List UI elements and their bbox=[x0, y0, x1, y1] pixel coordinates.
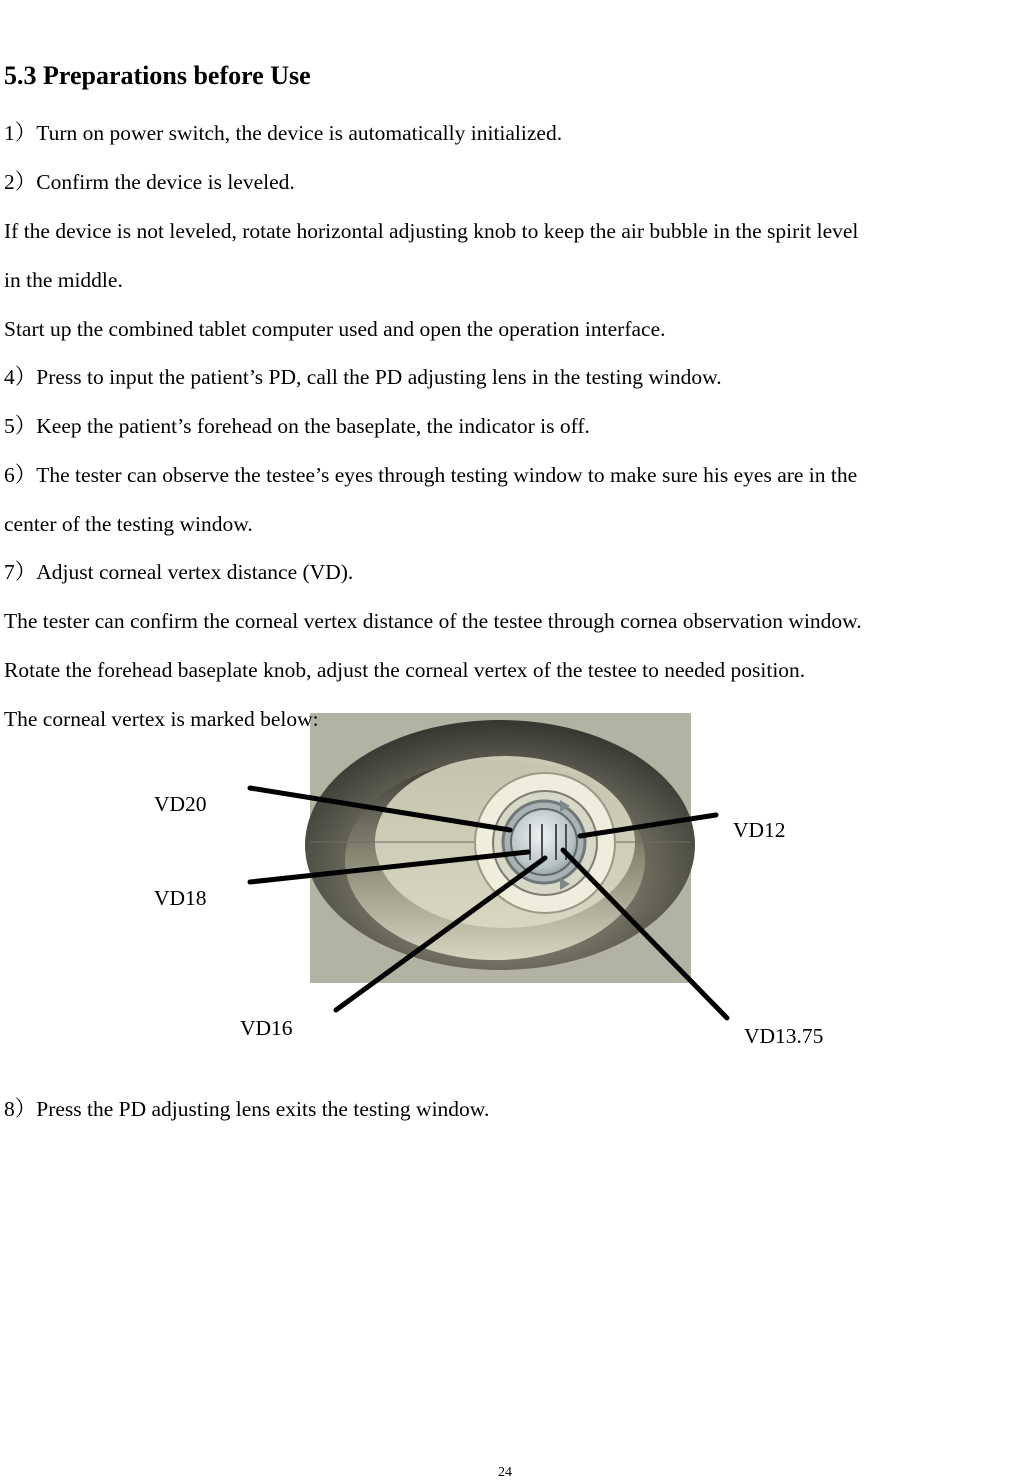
step-4-text: 4）Press to input the patient’s PD, call the PD adjusting lens in the testing window. bbox=[4, 365, 722, 389]
baseplate-knob-text: Rotate the forehead baseplate knob, adjust the corneal vertex of the testee to needed position. bbox=[4, 658, 806, 682]
vd20-label: VD20 bbox=[154, 792, 207, 816]
section-title: 5.3 Preparations before Use bbox=[4, 61, 311, 90]
device-photo bbox=[305, 713, 695, 983]
leveling-instruction-line-2: in the middle. bbox=[4, 268, 123, 292]
step-2-text: 2）Confirm the device is leveled. bbox=[4, 170, 295, 194]
startup-text: Start up the combined tablet computer used and open the operation interface. bbox=[4, 317, 666, 341]
leveling-instruction-line-1: If the device is not leveled, rotate horizontal adjusting knob to keep the air bubble in the spirit level bbox=[4, 219, 859, 243]
cornea-observation-text: The tester can confirm the corneal vertex distance of the testee through cornea observation window. bbox=[4, 609, 862, 633]
vd1375-label: VD13.75 bbox=[744, 1024, 824, 1048]
vd16-label: VD16 bbox=[240, 1016, 293, 1040]
figure-caption-text: The corneal vertex is marked below: bbox=[4, 707, 319, 731]
step-6-text-line-2: center of the testing window. bbox=[4, 512, 253, 536]
step-5-text: 5）Keep the patient’s forehead on the baseplate, the indicator is off. bbox=[4, 414, 590, 438]
step-6-text-line-1: 6）The tester can observe the testee’s eyes through testing window to make sure his eyes are in the bbox=[4, 463, 858, 487]
step-7-text: 7）Adjust corneal vertex distance (VD). bbox=[4, 560, 354, 584]
step-1-text: 1）Turn on power switch, the device is automatically initialized. bbox=[4, 121, 563, 145]
corneal-vertex-figure bbox=[0, 700, 1010, 1070]
vd12-label: VD12 bbox=[733, 818, 786, 842]
corneal-vertex-diagram bbox=[0, 700, 1010, 1070]
vd18-label: VD18 bbox=[154, 886, 207, 910]
step-8-text: 8）Press the PD adjusting lens exits the testing window. bbox=[4, 1097, 490, 1121]
page-number: 24 bbox=[498, 1465, 512, 1480]
